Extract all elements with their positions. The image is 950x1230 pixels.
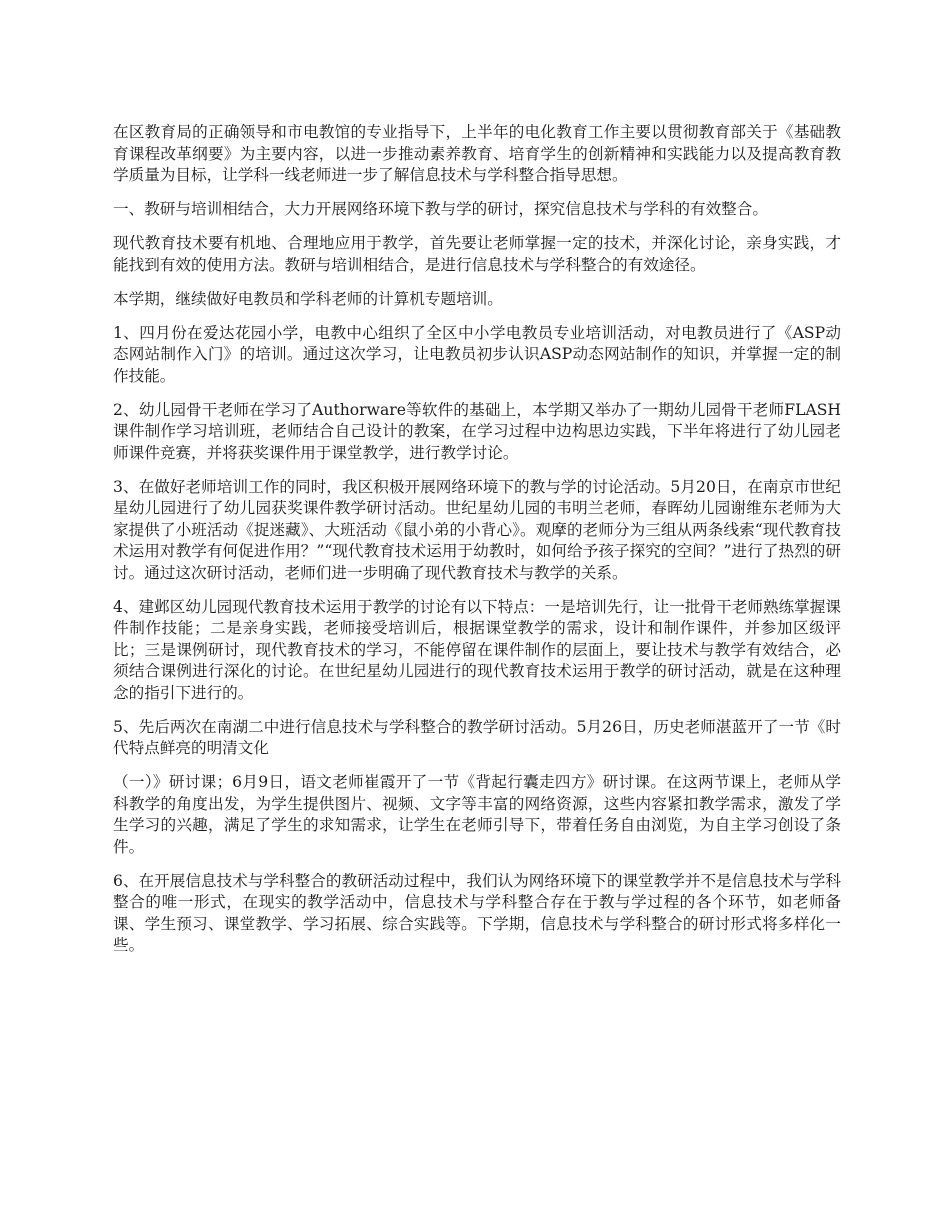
list-item-2: 2、幼儿园骨干老师在学习了Authorware等软件的基础上，本学期又举办了一期幼儿园骨干老师FLASH课件制作学习培训班，老师结合自己设计的教案，在学习过程中边构思边实践，下半年将进行了幼儿园老师课件竞赛，并将获奖课件用于课堂教学，进行教学讨论。 xyxy=(113,400,841,462)
paragraph: 现代教育技术要有机地、合理地应用于教学，首先要让老师掌握一定的技术，并深化讨论，亲身实践，才能找到有效的使用方法。教研与培训相结合，是进行信息技术与学科整合的有效途径。 xyxy=(113,234,841,274)
list-item-3: 3、在做好老师培训工作的同时，我区积极开展网络环境下的教与学的讨论活动。5月20日，在南京市世纪星幼儿园进行了幼儿园获奖课件教学研讨活动。世纪星幼儿园的韦明兰老师，春晖幼儿园谢维东老师为大家提供了小班活动《捉迷藏》、大班活动《鼠小弟的小背心》。观摩的老师分为三组从两条线索“现代教育技术运用对教学有何促进作用？”“现代教育技术运用于幼教时，如何给予孩子探究的空间？”进行了热烈的研讨。通过这次研讨活动，老师们进一步明确了现代教育技术与教学的关系。 xyxy=(113,477,841,582)
paragraph: 本学期，继续做好电教员和学科老师的计算机专题培训。 xyxy=(113,289,503,308)
list-item-1: 1、四月份在爱达花园小学，电教中心组织了全区中小学电教员专业培训活动，对电教员进行了《ASP动态网站制作入门》的培训。通过这次学习，让电教员初步认识ASP动态网站制作的知识，并掌握一定的制作技能。 xyxy=(113,323,841,385)
list-item-4: 4、建邺区幼儿园现代教育技术运用于教学的讨论有以下特点：一是培训先行，让一批骨干老师熟练掌握课件制作技能；二是亲身实践，老师接受培训后，根据课堂教学的需求，设计和制作课件，并参加区级评比；三是课例研讨，现代教育技术的学习，不能停留在课件制作的层面上，要让技术与教学有效结合，必须结合课例进行深化的讨论。在世纪星幼儿园进行的现代教育技术运用于教学的研讨活动，就是在这种理念的指引下进行的。 xyxy=(113,597,841,702)
intro-paragraph: 在区教育局的正确领导和市电教馆的专业指导下，上半年的电化教育工作主要以贯彻教育部关于《基础教育课程改革纲要》为主要内容，以进一步推动素养教育、培育学生的创新精神和实践能力以及提高教育教学质量为目标，让学科一线老师进一步了解信息技术与学科整合指导思想。 xyxy=(113,123,841,184)
list-item-6: 6、在开展信息技术与学科整合的教研活动过程中，我们认为网络环境下的课堂教学并不是信息技术与学科整合的唯一形式，在现实的教学活动中，信息技术与学科整合存在于教与学过程的各个环节，如老师备课、学生预习、课堂教学、学习拓展、综合实践等。下学期，信息技术与学科整合的研讨形式将多样化一些。 xyxy=(113,871,841,954)
document-body xyxy=(113,122,841,969)
list-item-5-continued: （一）》研讨课；6月9日，语文老师崔霞开了一节《背起行囊走四方》研讨课。在这两节课上，老师从学科教学的角度出发，为学生提供图片、视频、文字等丰富的网络资源，这些内容紧扣教学需求，激发了学生学习的兴趣，满足了学生的求知需求，让学生在老师引导下，带着任务自由浏览，为自主学习创设了条件。 xyxy=(113,773,841,856)
section-heading-1: 一、教研与培训相结合，大力开展网络环境下教与学的研讨，探究信息技术与学科的有效整合。 xyxy=(113,200,768,218)
list-item-5: 5、先后两次在南湖二中进行信息技术与学科整合的教学研讨活动。5月26日，历史老师湛蓝开了一节《时代特点鲜亮的明清文化 xyxy=(113,717,841,757)
